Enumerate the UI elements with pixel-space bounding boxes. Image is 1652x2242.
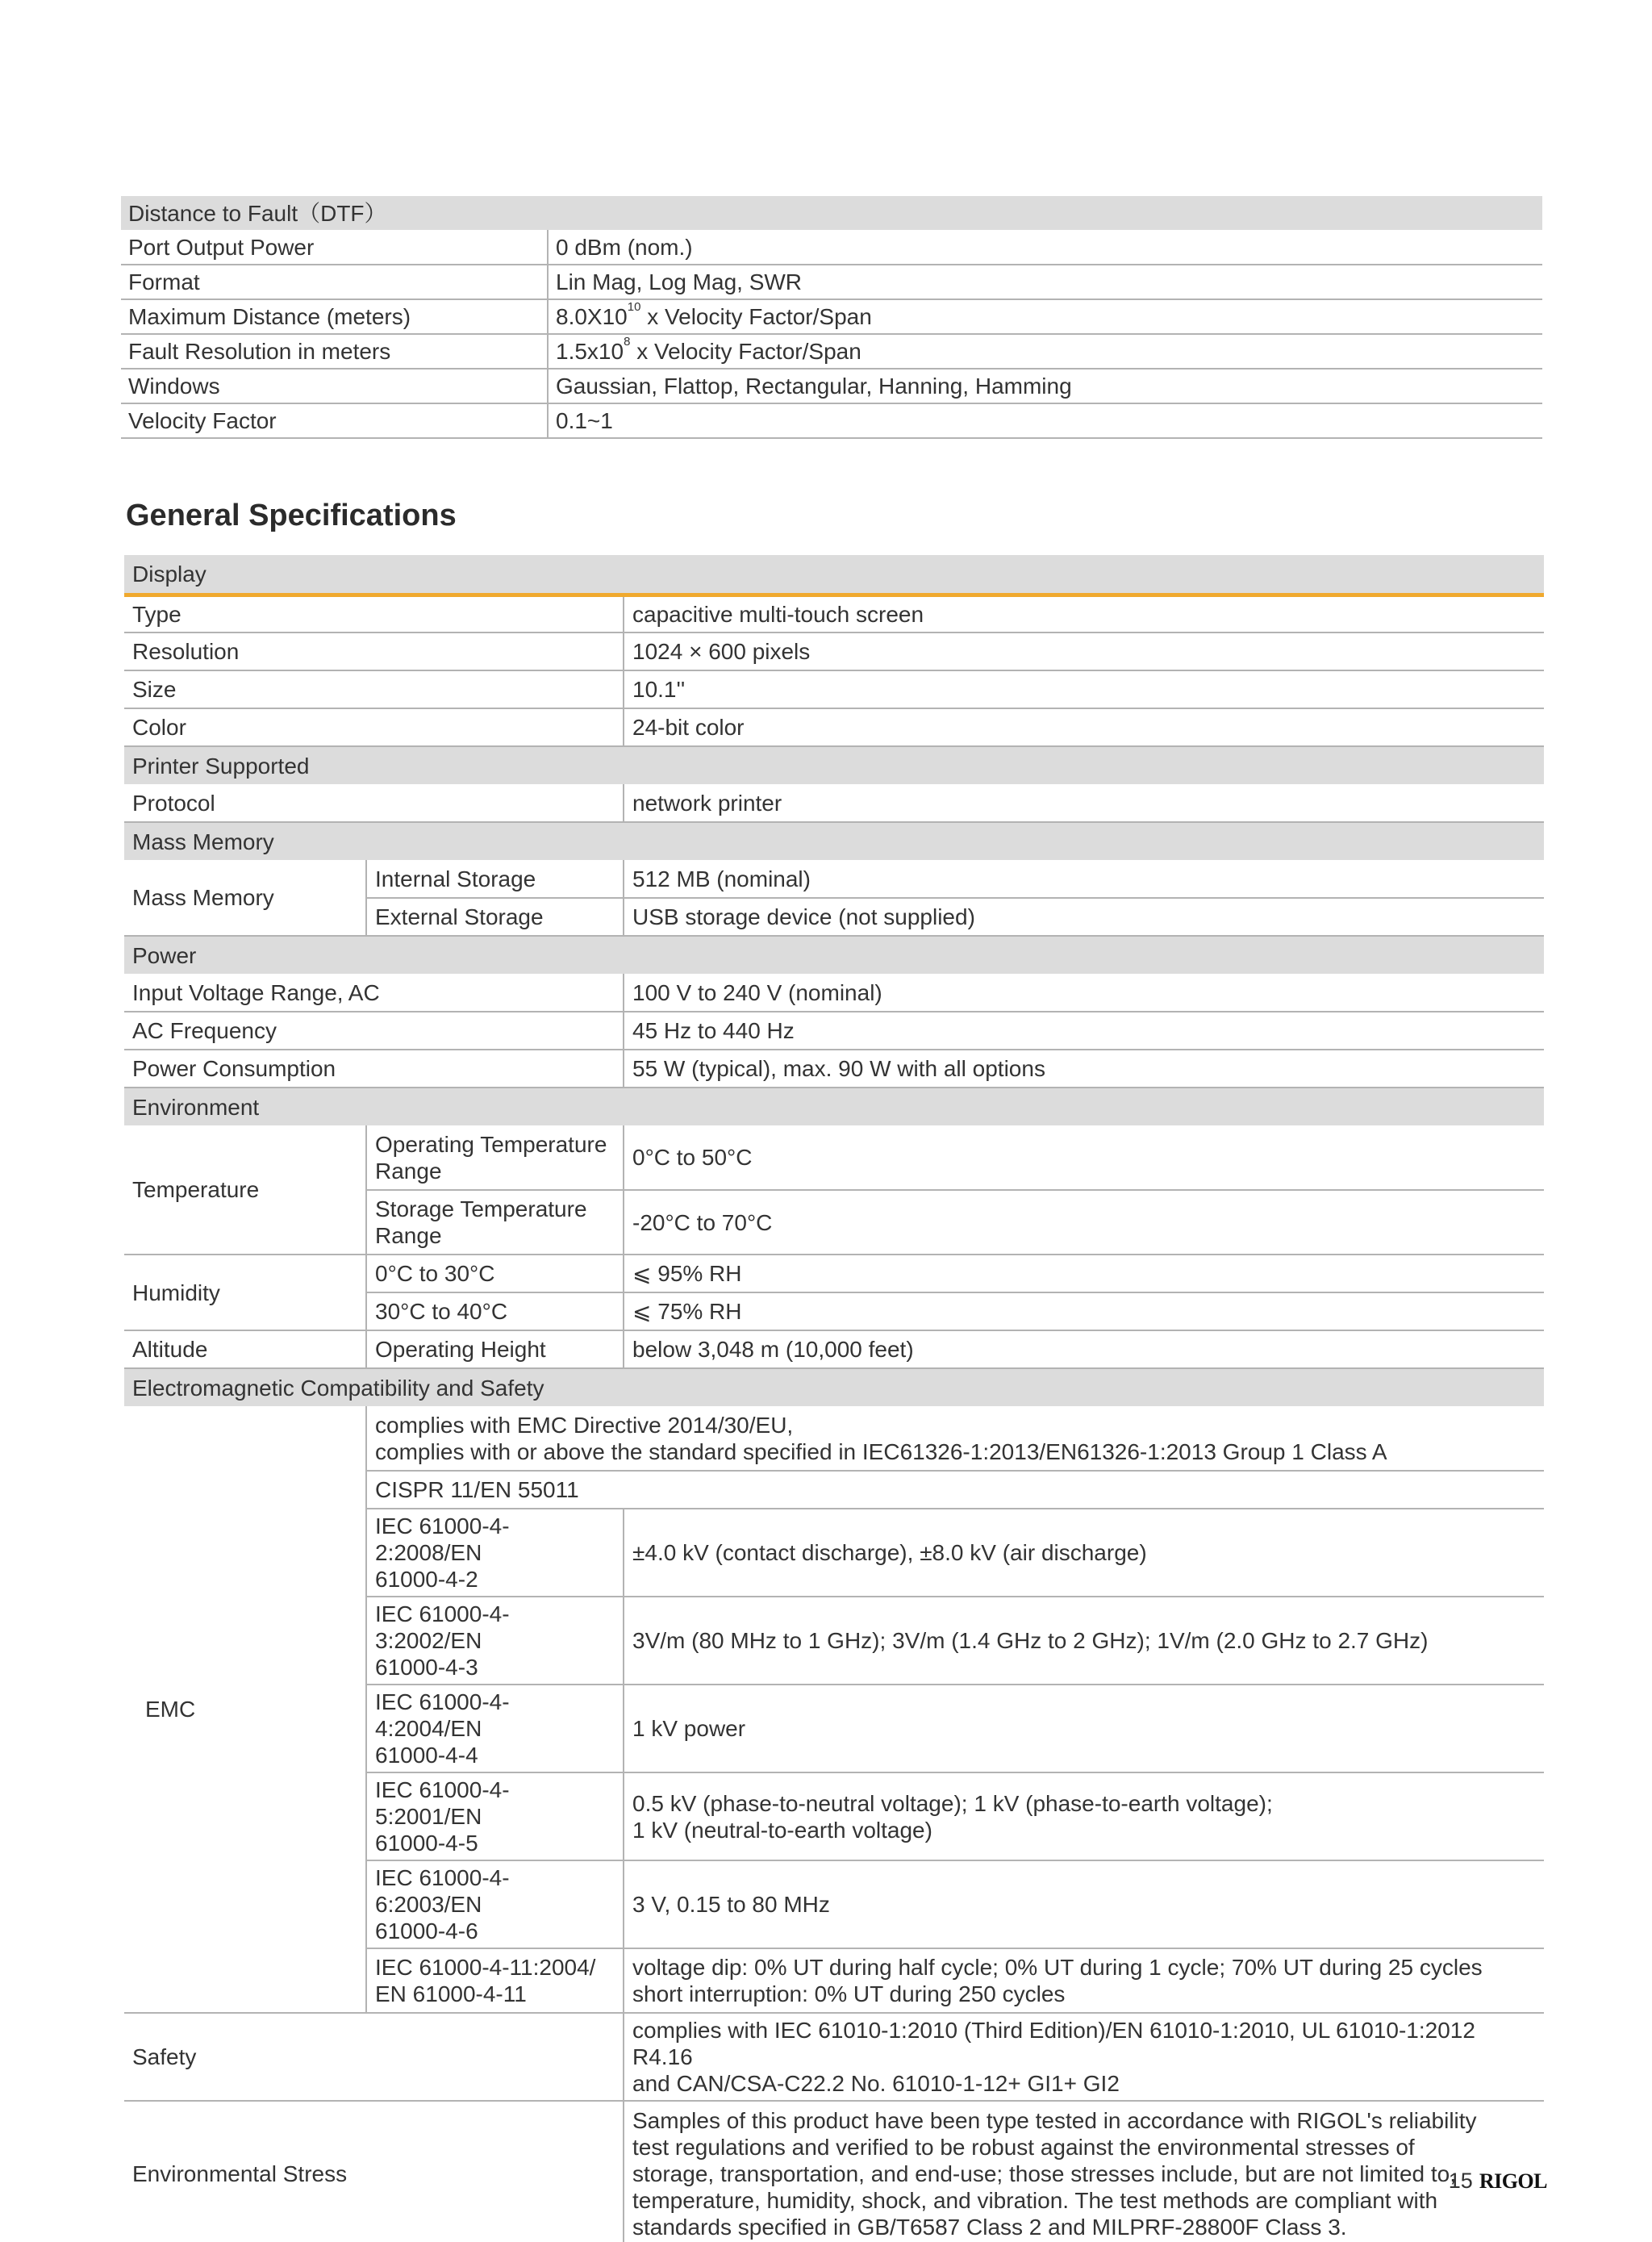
section-title: Environment	[124, 1088, 1544, 1125]
spec-value: USB storage device (not supplied)	[624, 898, 1544, 936]
text-line: storage, transportation, and end-use; those stresses include, but are not limited to,	[632, 2161, 1457, 2186]
spec-value	[624, 1685, 1544, 1772]
spec-label: Windows	[121, 369, 548, 403]
spec-sublabel: Operating Temperature Range	[366, 1125, 624, 1190]
text-line: IEC 61000-4-3:2002/EN	[375, 1601, 510, 1653]
spec-value: network printer	[624, 784, 1544, 822]
text-line: short interruption: 0% UT during 250 cycles	[632, 1981, 1066, 2006]
spec-value: 512 MB (nominal)	[624, 860, 1544, 898]
spec-sublabel: Storage Temperature Range	[366, 1190, 624, 1255]
spec-value	[624, 1860, 1544, 1948]
table-row	[124, 974, 1544, 1012]
text-line: complies with EMC Directive 2014/30/EU,	[375, 1412, 794, 1438]
text-line: temperature, humidity, shock, and vibration. The test methods are compliant with	[632, 2187, 1438, 2213]
text-line: ±4.0 kV (contact discharge), ±8.0 kV (air discharge)	[632, 1540, 1147, 1565]
text-line: and CAN/CSA-C22.2 No. 61010-1-12+ GI1+ GI2	[632, 2071, 1120, 2096]
spec-label: Input Voltage Range, AC	[124, 974, 624, 1012]
text-line: 1 kV (neutral-to-earth voltage)	[632, 1817, 932, 1843]
table-row	[124, 860, 1544, 898]
spec-sublabel: 0°C to 30°C	[366, 1255, 624, 1292]
spec-label: Mass Memory	[124, 860, 366, 936]
section-title: Electromagnetic Compatibility and Safety	[124, 1368, 1544, 1406]
section-title: Display	[124, 555, 1544, 595]
value-suffix: x Velocity Factor/Span	[630, 339, 861, 364]
spec-label: Power Consumption	[124, 1050, 624, 1088]
table-row	[124, 595, 1544, 633]
spec-label: Port Output Power	[121, 230, 548, 265]
spec-sublabel	[366, 1509, 624, 1597]
table-row	[124, 1050, 1544, 1088]
general-specifications-heading: General Specifications	[126, 499, 457, 532]
dtf-table	[121, 196, 1542, 439]
spec-sublabel	[366, 1860, 624, 1948]
spec-value	[548, 334, 1542, 369]
text-line: IEC 61000-4-6:2003/EN	[375, 1865, 510, 1917]
text-line: complies with or above the standard specified in IEC61326-1:2013/EN61326-1:2013 Group 1 Class A	[375, 1438, 1387, 1464]
page-number: 15	[1448, 2169, 1473, 2193]
spec-value: capacitive multi-touch screen	[624, 595, 1544, 633]
spec-label: Temperature	[124, 1125, 366, 1255]
spec-label: Resolution	[124, 633, 624, 670]
text-line: IEC 61000-4-5:2001/EN	[375, 1777, 510, 1829]
spec-sublabel: Operating Height	[366, 1330, 624, 1368]
spec-value: 55 W (typical), max. 90 W with all options	[624, 1050, 1544, 1088]
spec-value: 1024 × 600 pixels	[624, 633, 1544, 670]
table-row	[121, 265, 1542, 299]
spec-value: Lin Mag, Log Mag, SWR	[548, 265, 1542, 299]
spec-value	[624, 1948, 1544, 2013]
spec-label: Type	[124, 595, 624, 633]
table-row	[121, 369, 1542, 403]
spec-value: ⩽ 95% RH	[624, 1255, 1544, 1292]
power-section-row	[124, 936, 1544, 974]
spec-value: Gaussian, Flattop, Rectangular, Hanning, Hamming	[548, 369, 1542, 403]
text-line: test regulations and verified to be robust against the environmental stresses of	[632, 2134, 1415, 2160]
spec-sublabel	[366, 1597, 624, 1685]
spec-value: below 3,048 m (10,000 feet)	[624, 1330, 1544, 1368]
spec-value	[624, 1509, 1544, 1597]
table-row	[124, 2101, 1544, 2242]
text-line: EN 61000-4-11	[375, 1981, 527, 2006]
table-row	[124, 670, 1544, 708]
page-footer	[1449, 2169, 1547, 2194]
spec-label: Maximum Distance (meters)	[121, 299, 548, 334]
emc-section-row	[124, 1368, 1544, 1406]
table-row	[121, 334, 1542, 369]
spec-value	[366, 1406, 1544, 1471]
text-line: 61000-4-4	[375, 1743, 478, 1768]
spec-label: Environmental Stress	[124, 2101, 624, 2242]
spec-sublabel	[366, 1685, 624, 1772]
spec-value: CISPR 11/EN 55011	[366, 1471, 1544, 1509]
table-row	[124, 708, 1544, 746]
section-title: Mass Memory	[124, 822, 1544, 860]
printer-section-row	[124, 746, 1544, 784]
table-row	[124, 1125, 1544, 1190]
spec-value: 24-bit color	[624, 708, 1544, 746]
spec-value	[624, 2101, 1544, 2242]
spec-value	[624, 2013, 1544, 2101]
text-line: 61000-4-3	[375, 1655, 478, 1680]
value-base: 8.0X10	[556, 304, 628, 329]
table-row	[124, 1406, 1544, 1471]
spec-label: Fault Resolution in meters	[121, 334, 548, 369]
spec-value: 0 dBm (nom.)	[548, 230, 1542, 265]
table-row	[121, 230, 1542, 265]
spec-label: Velocity Factor	[121, 403, 548, 438]
text-line: 3 V, 0.15 to 80 MHz	[632, 1892, 830, 1917]
table-row	[121, 299, 1542, 334]
spec-value	[624, 1772, 1544, 1860]
spec-value: 45 Hz to 440 Hz	[624, 1012, 1544, 1050]
text-line: 61000-4-2	[375, 1567, 478, 1592]
value-base: 1.5x10	[556, 339, 624, 364]
spec-label: EMC	[124, 1406, 366, 2013]
table-row	[124, 2013, 1544, 2101]
spec-sublabel	[366, 1772, 624, 1860]
dtf-section-row	[121, 196, 1542, 230]
spec-label: Color	[124, 708, 624, 746]
display-section-row	[124, 555, 1544, 595]
text-line: 61000-4-6	[375, 1918, 478, 1943]
dtf-section-title: Distance to Fault（DTF）	[121, 196, 1542, 230]
text-line: 61000-4-5	[375, 1831, 478, 1856]
text-line: IEC 61000-4-11:2004/	[375, 1955, 596, 1980]
spec-sublabel: Internal Storage	[366, 860, 624, 898]
value-suffix: x Velocity Factor/Span	[640, 304, 872, 329]
mass-memory-section-row	[124, 822, 1544, 860]
table-row	[124, 1330, 1544, 1368]
spec-value: 100 V to 240 V (nominal)	[624, 974, 1544, 1012]
spec-value	[624, 1597, 1544, 1685]
spec-value: ⩽ 75% RH	[624, 1292, 1544, 1330]
spec-label: Protocol	[124, 784, 624, 822]
spec-label: Altitude	[124, 1330, 366, 1368]
text-line: IEC 61000-4-2:2008/EN	[375, 1513, 510, 1565]
environment-section-row	[124, 1088, 1544, 1125]
spec-sublabel	[366, 1948, 624, 2013]
value-exponent: 10	[627, 300, 641, 314]
spec-label: Safety	[124, 2013, 624, 2101]
table-row	[124, 633, 1544, 670]
text-line: 1 kV power	[632, 1716, 746, 1741]
spec-value: 10.1''	[624, 670, 1544, 708]
spec-sublabel: External Storage	[366, 898, 624, 936]
spec-label: Size	[124, 670, 624, 708]
spec-label: Format	[121, 265, 548, 299]
table-row	[121, 403, 1542, 438]
spec-value: -20°C to 70°C	[624, 1190, 1544, 1255]
spec-label: AC Frequency	[124, 1012, 624, 1050]
value-exponent: 8	[624, 335, 631, 349]
spec-sublabel: 30°C to 40°C	[366, 1292, 624, 1330]
spec-value: 0.1~1	[548, 403, 1542, 438]
spec-value: 0°C to 50°C	[624, 1125, 1544, 1190]
text-line: IEC 61000-4-4:2004/EN	[375, 1689, 510, 1741]
table-row	[124, 784, 1544, 822]
spec-label: Humidity	[124, 1255, 366, 1330]
text-line: Samples of this product have been type tested in accordance with RIGOL's reliability	[632, 2107, 1477, 2133]
text-line: 3V/m (80 MHz to 1 GHz); 3V/m (1.4 GHz to 2 GHz); 1V/m (2.0 GHz to 2.7 GHz)	[632, 1628, 1429, 1653]
general-specifications-table	[124, 555, 1544, 2242]
text-line: standards specified in GB/T6587 Class 2 and MILPRF-28800F Class 3.	[632, 2214, 1347, 2240]
text-line: complies with IEC 61010-1:2010 (Third Edition)/EN 61010-1:2010, UL 61010-1:2012 R4.16	[632, 2018, 1475, 2069]
spec-value	[548, 299, 1542, 334]
section-title: Power	[124, 936, 1544, 974]
section-title: Printer Supported	[124, 746, 1544, 784]
text-line: voltage dip: 0% UT during half cycle; 0% UT during 1 cycle; 70% UT during 25 cycles	[632, 1955, 1483, 1980]
table-row	[124, 1012, 1544, 1050]
text-line: 0.5 kV (phase-to-neutral voltage); 1 kV (phase-to-earth voltage);	[632, 1790, 1273, 1816]
brand-logo: RIGOL	[1479, 2169, 1547, 2193]
table-row	[124, 1255, 1544, 1292]
